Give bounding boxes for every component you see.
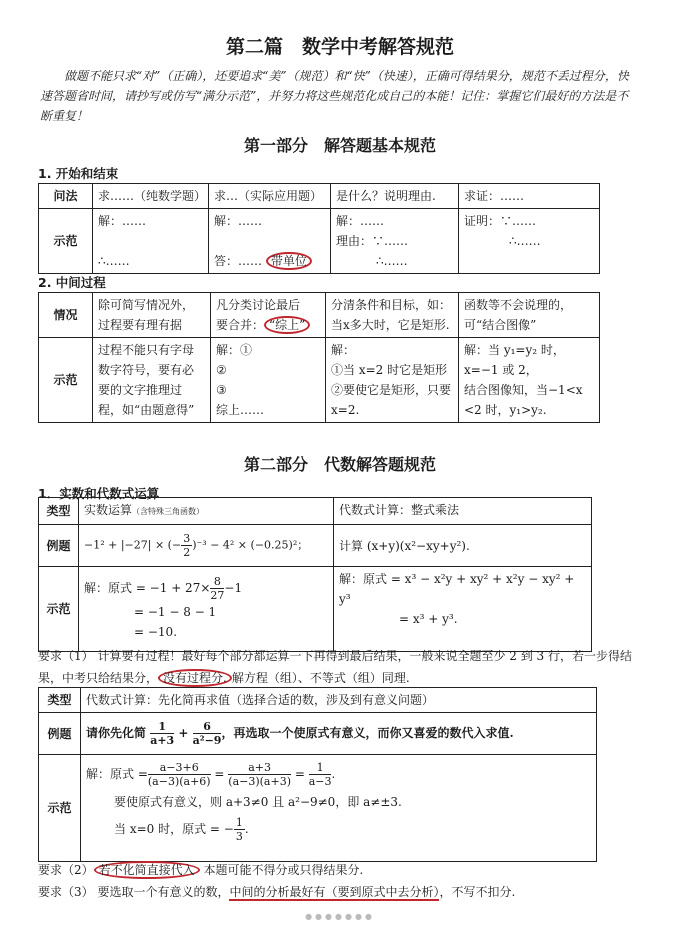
row-label: 情况 [39, 293, 93, 338]
table-cell: 解：原式 = $\frac{a-3+6}{(a-3)(a+6)}$ = $\frac{a+3}{(a-3)(a+3)}$ = $\frac{1}{a-3}$ . 要使原式有意义，则 a+3≠0 且 a²−9≠0，即 a≠±3. 当 x=0 时，原式 = − $\frac{1}{3}$ . [81, 755, 597, 862]
start-end-table [38, 183, 600, 274]
table-cell: 函数等不会说理的， 可“结合图像” [459, 293, 600, 338]
table-cell: 代数式计算：整式乘法 [334, 498, 592, 525]
row-label: 例题 [39, 713, 81, 755]
section-arithmetic-title: 1．实数和代数式运算 [38, 486, 160, 501]
annotation-underline: 中间的分析最好有（要到原式中去分析） [229, 885, 440, 899]
table-cell: 解：当 y₁=y₂ 时， x=−1 或 2， 结合图像知，当−1<x <2 时，y₁>y₂. [459, 338, 600, 423]
row-label: 示范 [39, 567, 79, 652]
table-cell: 是什么？说明理由. [331, 184, 459, 209]
table-cell: 除可简写情况外， 过程要有理有据 [93, 293, 211, 338]
row-label: 示范 [39, 338, 93, 423]
annotation-circle: 没有过程分. [158, 669, 232, 687]
table-cell: 求…（实际应用题） [209, 184, 331, 209]
row-label: 类型 [39, 688, 81, 713]
table-cell: 分清条件和目标，如： 当x多大时，它是矩形. [326, 293, 459, 338]
page-title: 第二篇 数学中考解答规范 [225, 36, 454, 58]
table-cell: 解：① ② ③ 综上…… [211, 338, 326, 423]
section-start-end-title: 1. 开始和结束 [38, 166, 119, 181]
requirement-1: 要求（1） 计算要有过程！最好每个部分都运算一下再得到最后结果，一般来说全题至少 2 到 3 行，若一步得结果，中考只给结果分， 没有过程分. 解方程（组）、不等式（组）同理. [38, 649, 632, 685]
table-cell: 过程不能只有字母 数字符号，要有必 要的文字推理过 程，如“由题意得” [93, 338, 211, 423]
row-label: 例题 [39, 525, 79, 567]
row-label: 示范 [39, 755, 81, 862]
annotation-circle: 带单位 [266, 252, 312, 270]
table-cell: 解：原式 = −1 + 27× $\frac{8}{27}$ −1 = −1 − 8 − 1 = −10. [79, 567, 334, 652]
section-process-title: 2. 中间过程 [38, 275, 106, 290]
row-label: 类型 [39, 498, 79, 525]
table-cell: −1² + |−27| × (− $\frac{3}{2}$ )⁻³ − 4² × (−0.25)²； [79, 525, 334, 567]
table-cell: 凡分类讨论最后 要合并： “综上” [211, 293, 326, 338]
requirement-3: 要求（3） 要选取一个有意义的数，中间的分析最好有（要到原式中去分析），不写不扣分. [38, 885, 516, 899]
process-table [38, 292, 600, 423]
table-cell: 证明：∵…… ∴…… [459, 209, 600, 274]
part1-title: 第一部分 解答题基本规范 [243, 136, 436, 155]
row-label: 示范 [39, 209, 93, 274]
table-cell: 解：…… ∴…… [93, 209, 209, 274]
part2-title: 第二部分 代数解答题规范 [243, 455, 436, 474]
table-cell: 代数式计算：先化简再求值（选择合适的数，涉及到有意义问题） [81, 688, 597, 713]
table-cell: 求证：…… [459, 184, 600, 209]
row-label: 问法 [39, 184, 93, 209]
intro-paragraph: 做题不能只求“对”（正确），还要追求“美”（规范）和“快”（快速），正确可得结果分，规范不丢过程分，快速答题省时间，请抄写或仿写“满分示范”，并努力将这些规范化成自己的本能！记住：掌握它们最好的方法是不断重复！ [40, 69, 629, 123]
annotation-circle: “综上” [264, 316, 310, 334]
table-cell: 计算 (x+y)(x²−xy+y²). [334, 525, 592, 567]
requirement-2: 要求（2） 若不化简直接代入 本题可能不得分或只得结果分. [38, 863, 364, 877]
table-cell: 解：…… 答：…… 带单位 [209, 209, 331, 274]
table-cell: 解：…… 理由：∵…… ∴…… [331, 209, 459, 274]
table-cell: 请你先化简 $\frac{1}{a+3}$ + $\frac{6}{\text{a²−9}}$ ，再选取一个使原式有意义，而你又喜爱的数代入求值. [81, 713, 597, 755]
simplify-table [38, 687, 597, 862]
table-cell: 求……（纯数学题） [93, 184, 209, 209]
arithmetic-table [38, 497, 592, 652]
annotation-circle: 若不化简直接代入 [94, 861, 200, 879]
page-indicator-dots: ●●●●●●● [305, 912, 375, 921]
table-cell: 解：原式 = x³ − x²y + xy² + x²y − xy² + y³ = x³ + y³. [334, 567, 592, 652]
table-cell: 实数运算（含特殊三角函数） [79, 498, 334, 525]
table-cell: 解： ①当 x=2 时它是矩形 ②要使它是矩形，只要 x=2. [326, 338, 459, 423]
